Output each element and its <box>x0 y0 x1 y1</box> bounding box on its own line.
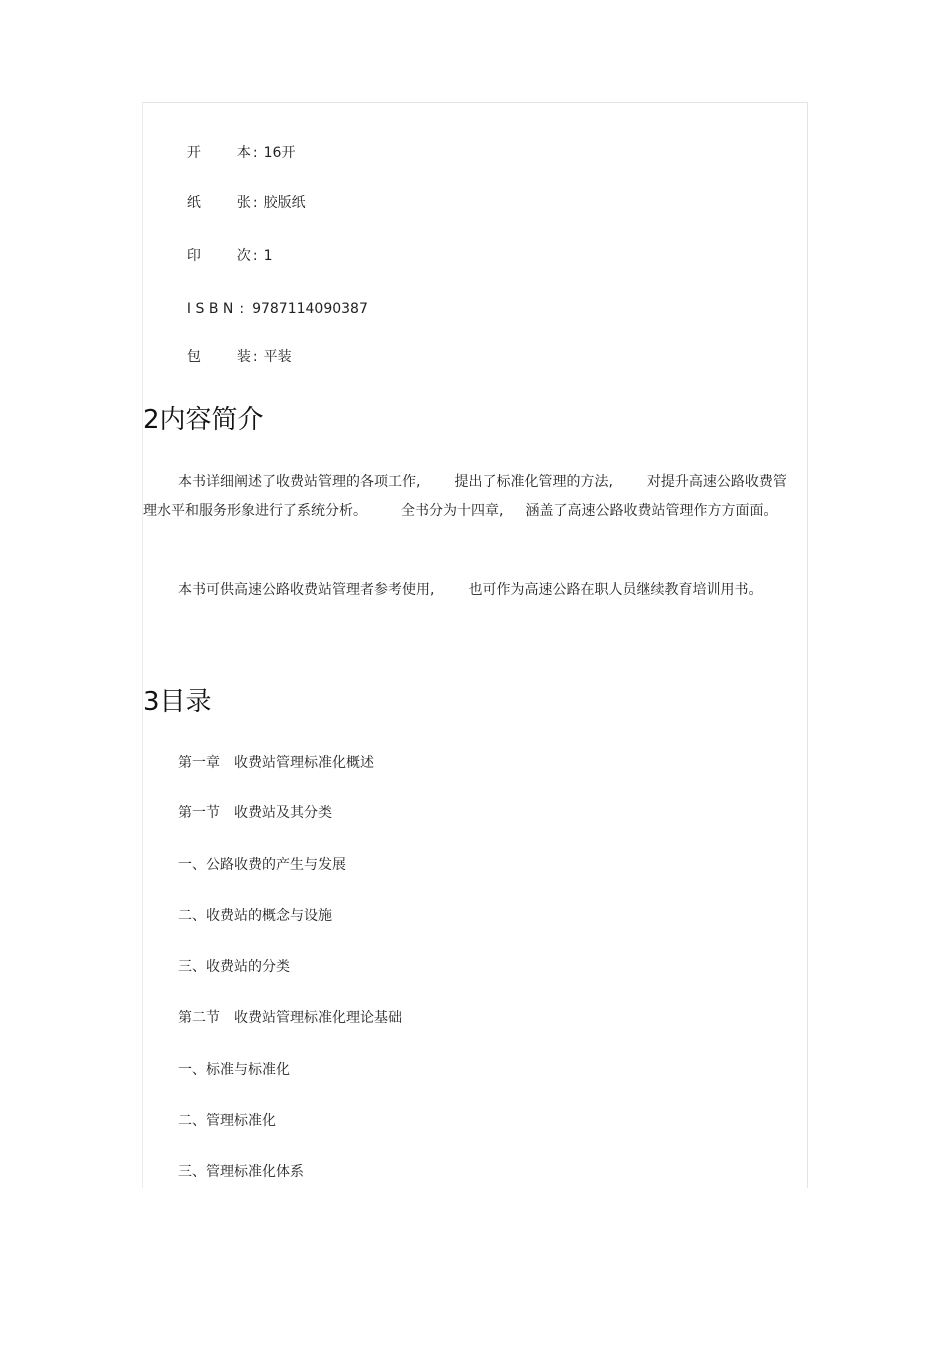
toc-item: 二、管理标准化 <box>178 1113 276 1129</box>
toc-item: 一、公路收费的产生与发展 <box>178 857 346 873</box>
toc-section-2: 第二节 收费站管理标准化理论基础 <box>178 1010 402 1026</box>
format-value: 16开 <box>263 145 296 161</box>
binding-value: 平装 <box>263 349 292 365</box>
intro-heading: 2内容简介 <box>143 405 264 435</box>
toc-heading: 3目录 <box>143 687 212 717</box>
toc-section-1: 第一节 收费站及其分类 <box>178 805 332 821</box>
paper-value: 胶版纸 <box>263 195 306 211</box>
book-info-printing: 印 次 : 1 <box>186 248 273 264</box>
book-info-paper: 纸 张 : 胶版纸 <box>186 195 306 211</box>
toc-item: 三、管理标准化体系 <box>178 1164 304 1180</box>
printing-value: 1 <box>263 248 273 264</box>
toc-item: 一、标准与标准化 <box>178 1062 290 1078</box>
book-info-isbn: I S B N : 9787114090387 <box>186 301 368 317</box>
intro-paragraph-1: 本书详细阐述了收费站管理的各项工作, 提出了标准化管理的方法, 对提升高速公路收费管理水平和服务形象进行了系统分析。 全书分为十四章, 涵盖了高速公路收费站管理作方方面面。 <box>143 474 787 519</box>
toc-item: 二、收费站的概念与设施 <box>178 908 332 924</box>
toc-item: 三、收费站的分类 <box>178 959 290 975</box>
toc-chapter-1: 第一章 收费站管理标准化概述 <box>178 755 374 771</box>
book-info-format: 开 本 : 16开 <box>186 145 296 161</box>
book-info-binding: 包 装 : 平装 <box>186 349 292 365</box>
isbn-value: 9787114090387 <box>252 301 368 317</box>
intro-paragraph-2: 本书可供高速公路收费站管理者参考使用, 也可作为高速公路在职人员继续教育培训用书。 <box>178 582 763 598</box>
